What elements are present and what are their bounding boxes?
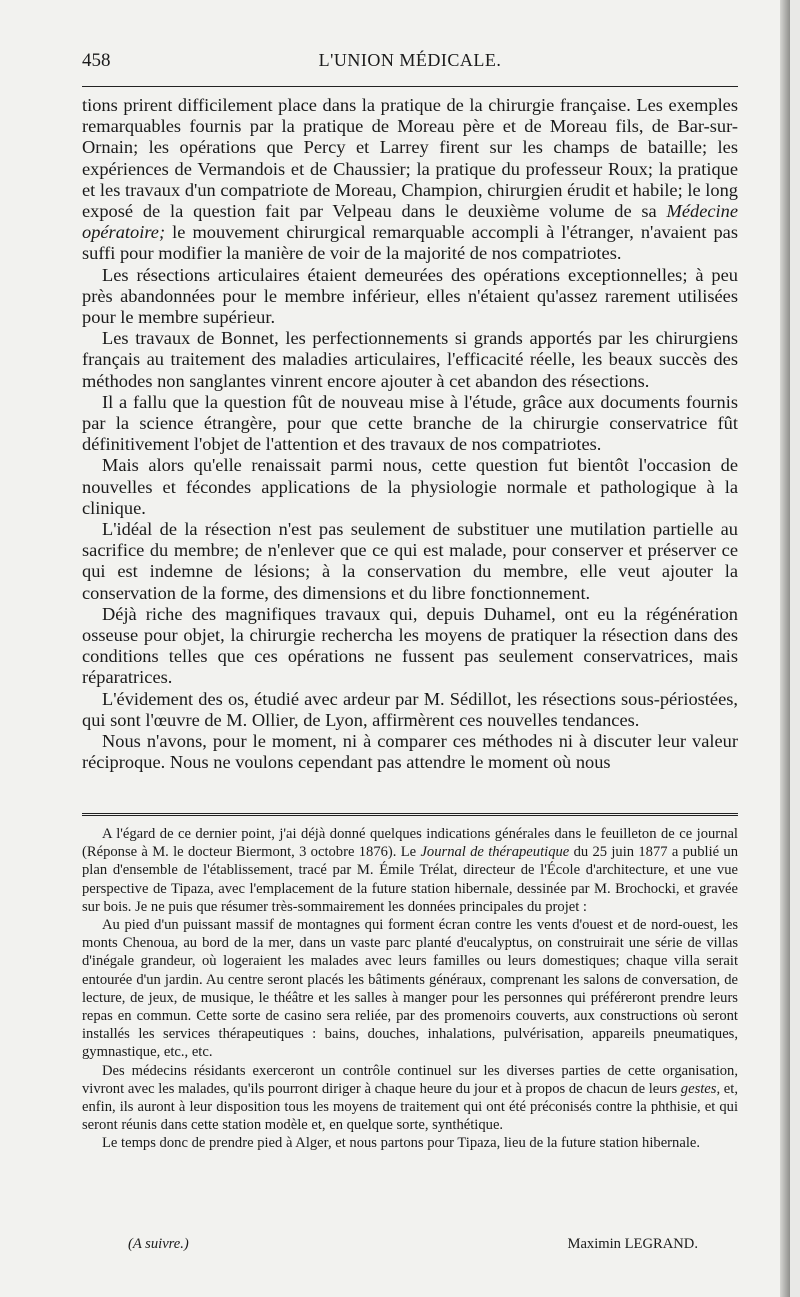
paragraph-9: Nous n'avons, pour le moment, ni à comparer ces méthodes ni à discuter leur valeur réciproque. Nous ne voulons cependant pas attendre le moment où nous: [82, 731, 738, 773]
book-title: Médecine opératoire;: [82, 201, 738, 243]
page-spine-shadow: [780, 0, 790, 1297]
page-header: [82, 50, 738, 78]
paragraph-8: L'évidement des os, étudié avec ardeur par M. Sédillot, les résections sous-périostées, qui sont l'œuvre de M. Ollier, de Lyon, affirmèrent ces nouvelles tendances.: [82, 688, 738, 730]
paragraph-3: Les travaux de Bonnet, les perfectionnements si grands apportés par les chirurgiens français au traitement des maladies articulaires, l'efficacité réelle, les beaux succès des méthodes non sanglantes vinrent encore ajouter à cet abandon des résections.: [82, 328, 738, 391]
journal-title: Journal de thérapeutique: [420, 844, 570, 861]
signature-line: [82, 1236, 738, 1258]
footnote-paragraph-3: Des médecins résidants exerceront un contrôle continuel sur les diverses parties de cette organisation, vivront avec les malades, qu'ils pourront diriger à chaque heure du jour et à propos de chacun de leurs gestes, et, enfin, ils auront à leur disposition tous les moyens de traitement qui ont été préconisés contre la phthisie, et qui seront réunis dans cette station modèle et, en quelque sorte, synthétique.: [82, 1062, 738, 1134]
footnote-paragraph-1: A l'égard de ce dernier point, j'ai déjà donné quelques indications générales dans le feuilleton de ce journal (Réponse à M. le docteur Biermont, 3 octobre 1876). Le Journal de thérapeutique du 25 juin 1877 a publié un plan d'ensemble de l'établissement, tracé par M. Émile Trélat, directeur de l'École d'architecture, et une vue perspective de Tipaza, avec l'emplacement de la future station hibernale, dessinée par M. Brochocki, et gravée sur bois. Je ne puis que résumer très-sommairement les données principales du projet :: [82, 826, 739, 915]
paragraph-1: tions prirent difficilement place dans la pratique de la chirurgie française. Les exemples remarquables fournis par la pratique de Moreau père et de Moreau fils, de Bar-sur-Ornain; les opérations que Percy et Larrey firent sur les champs de bataille; les expériences de Vermandois et de Chaussier; la pratique du professeur Roux; la pratique et les travaux d'un compatriote de Moreau, Champion, chirurgien érudit et habile; le long exposé de la question fait par Velpeau dans le deuxième volume de sa Médecine opératoire; le mouvement chirurgical remarquable accompli à l'étranger, n'avaient pas suffi pour modifier la manière de voir de la majorité de nos compatriotes.: [82, 95, 738, 264]
to-be-continued: (A suivre.): [128, 1236, 189, 1252]
footnote-separator: [82, 813, 738, 818]
header-rule: [82, 86, 738, 87]
paragraph-5: Mais alors qu'elle renaissait parmi nous, cette question fut bientôt l'occasion de nouvelles et fécondes applications de la physiologie normale et pathologique à la clinique.: [82, 455, 738, 518]
running-title: L'UNION MÉDICALE.: [318, 50, 502, 70]
footnote-paragraph-2: Au pied d'un puissant massif de montagnes qui forment écran contre les vents d'ouest et de nord-ouest, les monts Chenoua, au bord de la mer, dans un vaste parc planté d'eucalyptus, on construirait une série de villas d'inégale grandeur, où logeraient les malades avec leurs familles ou leurs domestiques; chaque villa serait entourée d'un jardin. Au centre seront placés les bâtiments généraux, comprenant les salons de conversation, de lecture, de jeux, de musique, le théâtre et les salles à manger pour les personnes qui préféreront prendre leurs repas en commun. Cette sorte de casino sera reliée, par des promenoirs couverts, aux constructions où seront installés les services thérapeutiques : bains, douches, inhalations, pulvérisation, appareils pneumatiques, gymnastique, etc., etc.: [82, 917, 738, 1061]
paragraph-7: Déjà riche des magnifiques travaux qui, depuis Duhamel, ont eu la régénération osseuse pour objet, la chirurgie rechercha les moyens de pratiquer la résection dans des conditions telles que ces opérations ne fussent pas seulement conservatrices, mais réparatrices.: [82, 603, 738, 688]
footnote-paragraph-4: Le temps donc de prendre pied à Alger, et nous partons pour Tipaza, lieu de la future station hibernale.: [102, 1135, 700, 1152]
paragraph-2: Les résections articulaires étaient demeurées des opérations exceptionnelles; à peu près abandonnées pour le membre inférieur, elles n'étaient qu'assez rarement utilisées pour le membre supérieur.: [82, 264, 738, 328]
page-number: 458: [82, 50, 111, 71]
paragraph-6: L'idéal de la résection n'est pas seulement de substituer une mutilation partielle au sacrifice du membre; de n'enlever que ce qui est malade, pour conserver et préserver ce qui est indemne de lésions; à la conservation du membre, elle veut ajouter la conservation de la forme, des dimensions et du libre fonctionnement.: [82, 519, 738, 603]
footnote-block: [82, 825, 738, 1153]
paragraph-4: Il a fallu que la question fût de nouveau mise à l'étude, grâce aux documents fournis par la science étrangère, pour que cette branche de la chirurgie conservatrice fût définitivement l'objet de l'attention et des travaux de nos compatriotes.: [82, 391, 738, 455]
main-text: [82, 95, 738, 774]
author-signature: Maximin LEGRAND.: [567, 1236, 698, 1252]
